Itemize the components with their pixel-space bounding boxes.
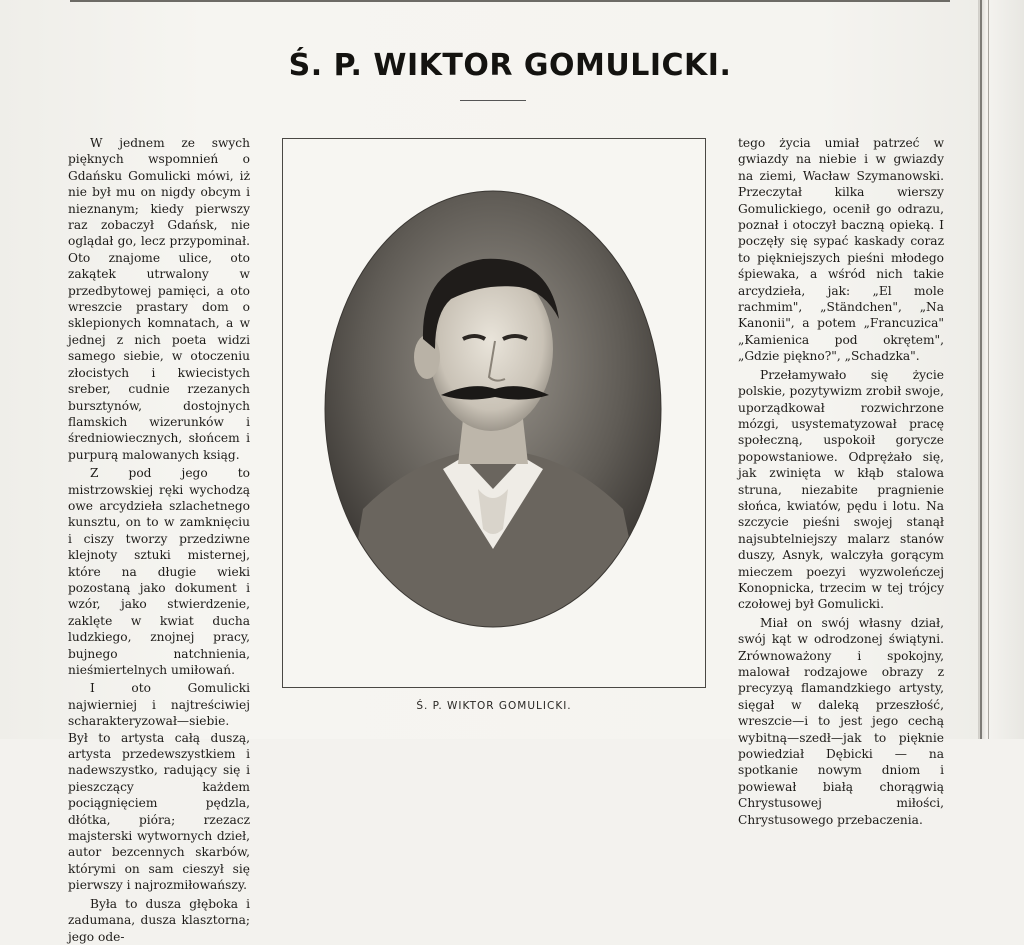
paragraph: Miał on swój własny dział, swój kąt w odrodzonej świątyni. Zrównoważony i spokojny, malował rodzajowe obrazy z precyzyą flamandzkiego artysty, sięgał w daleką przeszłość, wreszcie—i to jest jego cechą wybitną—szedł—jak to pięknie powiedział Dębicki — na spotkanie nowym dniom i powiewał białą chorągwią Chrystusowej miłości, Chrystusowego przebaczenia. <box>738 615 944 827</box>
portrait-caption: Ś. P. WIKTOR GOMULICKI. <box>416 700 572 712</box>
paragraph: Przełamywało się życie polskie, pozytywizm zrobił swoje, uporządkował rozwichrzone mózgi, usystematyzował pracę społeczną, uspokoił gorycze popowstaniowe. Odprężało się, jak zwinięta w kłąb stalowa struna, niezabite pragnienie słońca, kwiatów, pędu i lotu. Na szczycie pieśni swojej stanął najsubtelniejszy malarz stanów duszy, Asnyk, walczyła gorącym mieczem poezyi wyzwoleńczej Konopnicka, trzecim w tej trójcy czołowej był Gomulicki. <box>738 367 944 612</box>
portrait-photo <box>323 189 663 629</box>
paragraph: tego życia umiał patrzeć w gwiazdy na niebie i w gwiazdy na ziemi, Wacław Szymanowski. Przeczytał kilka wierszy Gomulickiego, ocenił go odrazu, poznał i otoczył baczną opieką. I poczęły się sypać kaskady coraz to piękniejszych pieśni młodego śpiewaka, a wśród nich takie arcydzieła, jak: „El mole rachmim", „Ständchen", „Na Kanonii", a potem „Francuzica" „Kamienica pod okrętem", „Gdzie piękno?", „Schadzka". <box>738 136 944 364</box>
top-rule <box>70 0 950 2</box>
paragraph: Z pod jego to mistrzowskiej ręki wychodzą owe arcydzieła szlachetnego kunsztu, on to w zamknięciu i ciszy tworzy przedziwne klejnoty sztuki misternej, które na długie wieki pozostaną jako dokument i wzór, jako stwierdzenie, zaklęte w kwiat ducha ludzkiego, znojnej pracy, bujnego natchnienia, nieśmiertelnych umiłowań. <box>68 466 250 677</box>
title-divider <box>460 100 526 101</box>
portrait-frame <box>282 138 706 688</box>
paragraph: W jednem ze swych pięknych wspomnień o Gdańsku Gomulicki mówi, iż nie był mu on nigdy obcym i nieznanym; kiedy pierwszy raz zobaczył Gdańsk, nie oglądał go, lecz przypominał. Oto znajome ulice, oto zakątek utrwalony w przedbytowej pamięci, a oto wreszcie prastary dom o sklepionych komnatach, a w jednej z nich poeta widzi samego siebie, w otoczeniu złocistych i kwiecistych sreber, cudnie rzezanych bursztynów, dostojnych flamskich wizerunków i średniowiecznych, słońcem i purpurą malowanych ksiąg. <box>68 136 250 462</box>
article-title: Ś. P. WIKTOR GOMULICKI. <box>288 48 732 83</box>
page-edge <box>978 0 1024 739</box>
right-text-column <box>738 135 944 828</box>
paragraph: Była to dusza głęboka i zadumana, dusza klasztorna; jego ode- <box>68 896 250 944</box>
paragraph: I oto Gomulicki najwierniej i najtreściwiej scharakteryzował—siebie. Był to artysta całą duszą, artysta przedewszystkiem i nadewszystko, radujący się i pieszczący każdem pociągnięciem pędzla, dłótka, pióra; rzezacz majsterski wytwornych dzieł, autor bezcennych skarbów, którymi on sam cieszył się pierwszy i najrozmiłowańszy. <box>68 681 250 893</box>
left-text-column <box>68 135 250 945</box>
